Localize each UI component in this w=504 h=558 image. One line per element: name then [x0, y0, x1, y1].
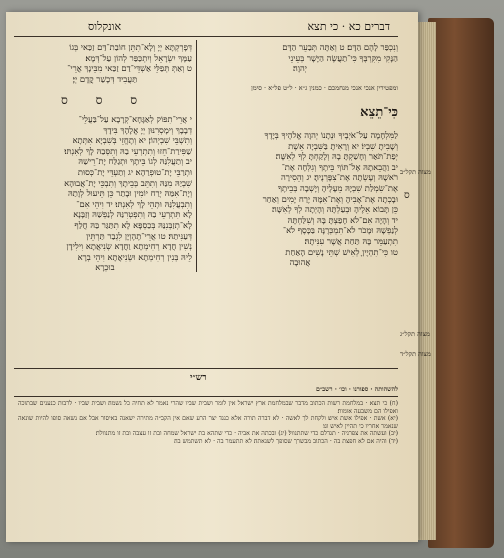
- commentary-paragraph: (יא) אשת · אפילו אשת איש׃ ולקחת לך לאשה · לא דברה תורה אלא כנגד יצר הרע שאם אין הקב״ה מתירה ישאנה באיסור אבל אם נשאה סופו להיות שונאה שנאמר אחריו כי תהיין לאיש וגו׃: [18, 415, 398, 430]
- text-line: וּתְרַבֵּי יָת־טוּפְרַהָא׃ יג וְתַעְדֵּי יָת־כְּסוּת: [77, 166, 192, 177]
- text-line: תַּעֲבִיד דְּכָשַׁר קֳדָם יְיָ׃: [72, 73, 138, 84]
- text-line: דְּעַנִּיתַהּ׃ טו אֲרֵי־תֶהֶוְיָן לִגְבַר תַּרְתֵּין: [86, 230, 192, 241]
- text-line: וְתִשְׁבֵּי שִׁבְיְהוֹן׃ יא וְתֶחֱזֵי בְּשִׁבְיָא אִתְּתָא: [72, 135, 192, 146]
- commentary-paragraph: (יד) והיה אם לא חפצת בה · הכתוב מבשרך שסופך לשנאתה׃ לא תתעמר בה · לא תשתמש בה׃: [174, 437, 398, 445]
- text-line: יב וְתַעֲלִנַּהּ לְגוֹ בֵּיתָךְ וּתְגַלַּח יָת־רֵישַׁהּ: [78, 156, 192, 167]
- text-line: לֵיהּ בְּנִין רְחִימְתָא וּשְׂנִיאֲתָא וִיהֵי בְרָא: [77, 251, 192, 262]
- parashah-name: כִּי־תֵצֵא: [360, 105, 398, 120]
- running-header-right: דברים כא · כי תצא: [307, 20, 390, 33]
- onkelos-main-text: [18, 114, 192, 276]
- text-line: וְשָׁבִיתָ שִׁבְיוֹ׃ יא וְרָאִיתָ בַּשִּׁבְיָה אֵשֶׁת: [288, 140, 398, 151]
- text-line: וְיָת־אִמַּהּ יְרַח יוֹמִין וּבָתַר כֵּן תֵּיעוּל לְוָתַהּ: [67, 188, 192, 199]
- column-divider: [196, 40, 197, 272]
- text-line: י אֲרֵי־תִפּוֹק לְאַגָּחָא־קְרָבָא עַל־בַּעֲלֵי־: [78, 114, 192, 124]
- text-line: רֹאשָׁהּ וְעָשְׂתָה אֶת־צִפָּרְנֶיהָ׃ יג וְהֵסִירָה: [280, 172, 398, 183]
- text-line: יב וַהֲבֵאתָהּ אֶל־תּוֹךְ בֵּיתֶךָ וְגִלְּחָה אֶת־: [281, 161, 398, 172]
- rashi-title: רש״י: [190, 373, 207, 383]
- text-line: דְּפָרְקְתָּא יְיָ וְלָא־תִתֵּן חוֹבַת־דַּם זַכַּאי בְּגוֹ: [69, 42, 192, 52]
- header-rule: [14, 36, 398, 37]
- text-line: טו כִּי־תִהְיֶיןָ לְאִישׁ שְׁתֵּי נָשִׁים הָאַחַת: [285, 246, 398, 257]
- text-line: אֲהוּבָה: [289, 257, 311, 268]
- margin-note: ס: [404, 190, 410, 201]
- text-line: וְנִכְפַּר לָהֶם הַדָּם׃ ט וְאַתָּה תְּבַעֵר הַדָּם: [282, 42, 398, 52]
- text-line: ט וְאַתְּ תְּפַלֵּי אַשְׁדֵּי־דַם זַכַּאי מִבֵּינָךְ אֲרֵי־: [67, 63, 192, 74]
- rashi-rule: [14, 368, 398, 369]
- text-line: עַמָּךְ יִשְׂרָאֵל וְיִתְכַּפַּר לְהוֹן עַל־דְּמָא׃: [85, 52, 192, 63]
- commentary-paragraph: (ח) כי תצא · במלחמת רשות הכתוב מדבר שבמלחמת ארץ ישראל אין לומר ושבית שביו שהרי נאמר לא תחיה כל נשמה׃ ושבית שביו · לרבות כנענים שבתוכה ואפילו הם משבעה אומות׃: [18, 400, 398, 415]
- text-line: לְנַפְשָׁהּ וּמָכֹר לֹא־תִמְכְּרֶנָּה בַּכָּסֶף לֹא־: [282, 225, 398, 236]
- text-line: תִתְעַמֵּר בָּהּ תַּחַת אֲשֶׁר עִנִּיתָהּ׃: [304, 235, 398, 246]
- text-line: דְבָבָךְ וְימָסְרִנּוּן יְיָ אֱלָהָךְ בִּידָךְ: [103, 124, 192, 135]
- margin-note: מצוה תקל״ג: [400, 330, 430, 338]
- text-line: שִׁבְיַהּ מִנַּהּ וְתִתֵּב בְּבֵיתָךְ וְתִבְכֵּי יָת־אֲבוּהָא: [64, 177, 192, 188]
- running-header-left: אונקלוס: [88, 20, 122, 33]
- margin-note: מצוה תקל״ב: [400, 168, 431, 176]
- text-line: אֶת־שִׂמְלַת שִׁבְיָהּ מֵעָלֶיהָ וְיָשְׁבָה בְּבֵיתֶךָ: [277, 182, 398, 193]
- main-hebrew-text: [202, 130, 398, 280]
- upper-hebrew-text: [202, 42, 398, 82]
- text-line: יְהוָה׃: [293, 63, 307, 74]
- text-line: הַנָּקִי מִקִּרְבֶּךָ כִּי־תַעֲשֶׂה הַיָּשָׁר בְּעֵינֵי: [288, 52, 398, 63]
- parashah-heading: [202, 105, 398, 130]
- text-line: וְתִבְעֲלִנַּהּ וּתְהֵי לָךְ לְאִנְתּוּ׃ יד וִיהֵי אִם־: [76, 198, 192, 209]
- onkelos-upper-text: [18, 42, 192, 88]
- commentary-paragraph: (יב) ועשתה את צפרניה · תגדלם כדי שתתנוול׃ (יג) ובכתה את אביה · כדי שתהא בת ישראל שמחה ובת זו עצבה ובת זו מתנוולת׃: [95, 430, 398, 438]
- text-line: וּבָכְתָה אֶת־אָבִיהָ וְאֶת־אִמָּהּ יֶרַח יָמִים וְאַחַר: [262, 193, 398, 204]
- text-line: לַמִּלְחָמָה עַל־אֹיְבֶיךָ וּנְתָנוֹ יְהוָה אֱלֹהֶיךָ בְּיָדֶךָ: [264, 130, 398, 140]
- text-line: לָא־תְזַבְּנִנַּהּ בְּכַסְפָּא לָא תִתַּגַּר בַּהּ חֲלַף: [74, 219, 192, 230]
- rashi-commentary: [18, 400, 398, 532]
- text-line: בוּכְרָא: [95, 262, 115, 273]
- text-line: יְפַת־תֹּאַר וְחָשַׁקְתָּ בָהּ וְלָקַחְתָּ לְךָ לְאִשָּׁה׃: [275, 151, 398, 162]
- margin-note: מצוה תקל״ד: [400, 350, 431, 358]
- text-line: יד וְהָיָה אִם־לֹא חָפַצְתָּ בָּהּ וְשִׁלַּחְתָּהּ: [287, 214, 398, 225]
- text-line: שַׁפִּירַת־חֵזוּ וְתִתְרְעֵי בַהּ וְתִסְּבַהּ לָךְ לְאִנְתּוּ׃: [64, 145, 192, 156]
- text-line: לָא תִּתְרְעֵי בַהּ וְתִפְטְרִנַּהּ לְנַפְשַׁהּ וְזַבָּנָא: [73, 209, 192, 220]
- haftarah-note: ומפטירין אנכי אנכי מנחמכם · כמנין ג״א · ל״ט פל״א · סימן: [251, 84, 398, 92]
- section-break-symbols: ס ס ס: [60, 93, 150, 107]
- book-page: [6, 12, 431, 542]
- footnote-rule: [14, 396, 398, 397]
- text-line: נְשִׁין חֲדָא רְחִימְתָא וַחֲדָא שְׂנִיאֲתָא וִילִידָן: [66, 241, 192, 252]
- footnote-header: להשהותה · ספורנו · וכו׳ · רשב״ם: [315, 386, 398, 393]
- book-cover: [428, 18, 494, 548]
- text-line: כֵּן תָּבוֹא אֵלֶיהָ וּבְעַלְתָּהּ וְהָיְתָה לְךָ לְאִשָּׁה׃: [271, 204, 398, 215]
